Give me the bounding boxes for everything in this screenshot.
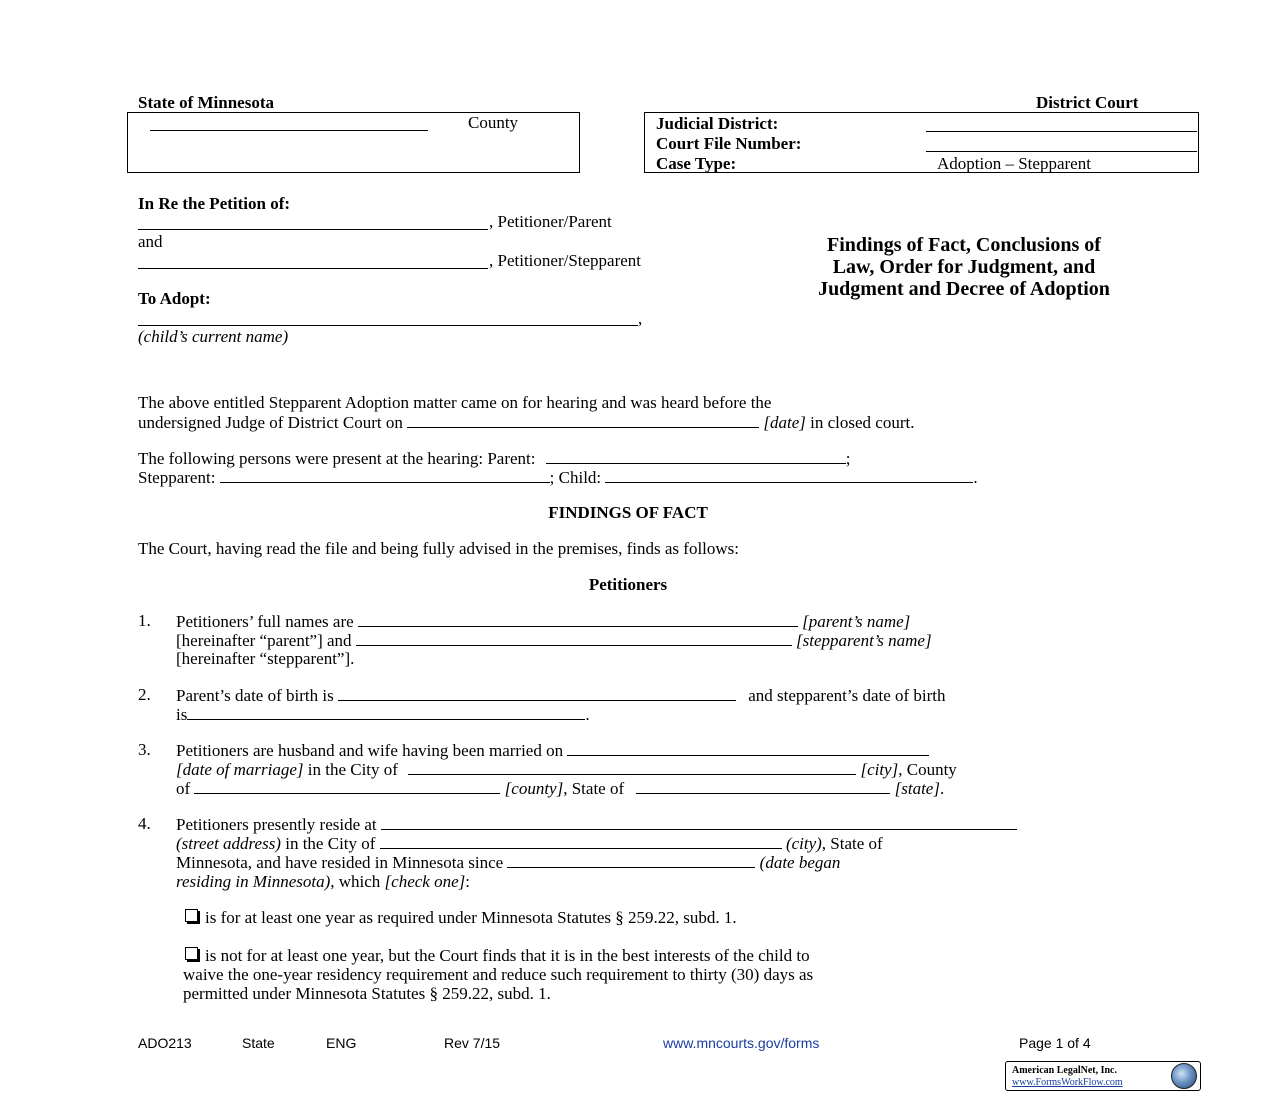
marriage-county-hint: [county]	[504, 779, 564, 798]
item2-period: .	[585, 705, 590, 724]
parent-dob-blank[interactable]	[338, 686, 736, 701]
item3-number: 3.	[138, 740, 151, 759]
marriage-date-blank[interactable]	[567, 741, 929, 756]
item2-text-b: and stepparent’s date of birth	[748, 686, 946, 705]
court-file-number-label: Court File Number:	[656, 134, 802, 153]
item1-line3: [hereinafter “stepparent”].	[176, 649, 355, 668]
parent-full-name-blank[interactable]	[358, 612, 798, 627]
stepparent-dob-blank[interactable]	[187, 705, 585, 720]
residency-option-2-line2: waive the one-year residency requirement and reduce such requirement to thirty (30) days as	[183, 965, 814, 984]
item4-text-b: in the City of	[285, 834, 376, 853]
intro-line2	[138, 413, 914, 431]
item3-text-b: in the City of	[307, 760, 398, 779]
marriage-city-hint: [city]	[860, 760, 899, 779]
child-current-name-hint: (child’s current name)	[138, 327, 289, 346]
intro-line2-end: in closed court.	[810, 413, 915, 432]
item3-line3	[176, 779, 944, 797]
intro-line1: The above entitled Stepparent Adoption matter came on for hearing and was heard before the	[138, 393, 772, 412]
item1-line1	[176, 612, 910, 630]
globe-icon	[1171, 1063, 1197, 1089]
logo-company-name: American LegalNet, Inc.	[1012, 1065, 1117, 1076]
logo-website-link[interactable]: www.FormsWorkFlow.com	[1012, 1077, 1123, 1088]
stepparent-full-name-blank[interactable]	[356, 631, 792, 646]
residency-option-2-line1: is not for at least one year, but the Court finds that it is in the best interests of the child to	[205, 946, 810, 965]
item4-number: 4.	[138, 814, 151, 833]
document-title-line3: Judgment and Decree of Adoption	[818, 278, 1110, 300]
item4-line4	[176, 873, 470, 890]
case-type-label: Case Type:	[656, 154, 737, 173]
residency-option-2-line3: permitted under Minnesota Statutes § 259.22, subd. 1.	[183, 984, 551, 1003]
marriage-county-blank[interactable]	[194, 779, 500, 794]
item3-line2	[176, 760, 957, 778]
petitioner-stepparent-label: , Petitioner/Stepparent	[489, 251, 642, 270]
parent-name-blank[interactable]	[138, 229, 488, 230]
item4-text-e: , which	[330, 872, 381, 891]
date-began-hint: (date began	[759, 853, 841, 872]
marriage-state-blank[interactable]	[636, 779, 890, 794]
present-child-blank[interactable]	[605, 468, 973, 483]
item2-text-c: is	[176, 705, 188, 724]
present-semicolon: ;	[845, 449, 851, 468]
present-parent-blank[interactable]	[546, 449, 846, 464]
item1-text-b: [hereinafter “parent”] and	[176, 631, 352, 650]
child-name-comma: ,	[638, 309, 643, 328]
present-parent-text: The following persons were present at the hearing: Parent:	[138, 449, 536, 468]
footer-page-number: Page 1 of 4	[1019, 1035, 1091, 1051]
county-label: County	[468, 113, 519, 132]
petitioner-parent-label: , Petitioner/Parent	[489, 212, 612, 231]
item3-text-e: , State of	[563, 779, 625, 798]
footer-form-code: ADO213	[138, 1035, 192, 1051]
item4-text-a: Petitioners presently reside at	[176, 815, 377, 834]
item4-text-d: Minnesota, and have resided in Minnesota since	[176, 853, 504, 872]
item3-text-a: Petitioners are husband and wife having been married on	[176, 741, 564, 760]
residency-option-2-checkbox[interactable]	[185, 947, 198, 960]
judicial-district-blank[interactable]	[926, 131, 1197, 132]
document-title-line1: Findings of Fact, Conclusions of	[827, 234, 1101, 256]
residency-option-1-checkbox[interactable]	[185, 909, 198, 922]
case-type-value: Adoption – Stepparent	[937, 154, 1091, 173]
hearing-date-hint: [date]	[763, 413, 806, 432]
parent-name-hint: [parent’s name]	[802, 612, 911, 631]
street-address-hint: (street address)	[176, 834, 281, 853]
present-line1	[138, 449, 850, 467]
judicial-district-label: Judicial District:	[656, 114, 779, 133]
residing-hint: residing in Minnesota)	[176, 872, 331, 891]
intro-line2-text: undersigned Judge of District Court on	[138, 413, 403, 432]
hearing-date-blank[interactable]	[407, 413, 759, 428]
residence-since-blank[interactable]	[507, 853, 755, 868]
item1-line2	[176, 631, 932, 649]
court-label: District Court	[1036, 93, 1139, 112]
item3-text-c: , County	[898, 760, 957, 779]
item4-line2	[176, 834, 883, 852]
findings-intro: The Court, having read the file and being fully advised in the premises, finds as follows:	[138, 539, 740, 558]
item3-line1	[176, 741, 929, 759]
footer-language: ENG	[326, 1035, 357, 1051]
residence-city-hint: (city)	[785, 834, 822, 853]
marriage-city-blank[interactable]	[408, 760, 856, 775]
item2-line2	[176, 705, 590, 723]
present-stepparent-blank[interactable]	[220, 468, 550, 483]
residency-option-2	[185, 947, 810, 964]
state-label: State of Minnesota	[138, 93, 274, 112]
to-adopt-label: To Adopt:	[138, 289, 211, 308]
present-stepparent-text: Stepparent:	[138, 468, 216, 487]
item1-number: 1.	[138, 611, 151, 630]
marriage-date-hint: [date of marriage]	[176, 760, 304, 779]
petitioners-subheading: Petitioners	[588, 575, 668, 594]
footer-forms-link[interactable]: www.mncourts.gov/forms	[663, 1035, 820, 1051]
item4-line1	[176, 815, 1017, 833]
residency-option-1	[185, 909, 737, 926]
footer-revision: Rev 7/15	[444, 1035, 501, 1051]
item4-line3	[176, 853, 840, 871]
present-child-text: ; Child:	[549, 468, 602, 487]
footer-state: State	[242, 1035, 275, 1051]
item2-number: 2.	[138, 685, 151, 704]
residence-city-blank[interactable]	[380, 834, 782, 849]
item2-text-a: Parent’s date of birth is	[176, 686, 334, 705]
child-name-blank[interactable]	[138, 325, 638, 326]
county-blank[interactable]	[150, 130, 428, 131]
present-line2	[138, 468, 978, 486]
marriage-state-hint: [state]	[894, 779, 940, 798]
check-one-hint: [check one]	[384, 872, 466, 891]
and-label: and	[138, 232, 163, 251]
document-title-line2: Law, Order for Judgment, and	[832, 256, 1096, 278]
item4-text-c: , State of	[821, 834, 883, 853]
findings-heading: FINDINGS OF FACT	[548, 503, 708, 522]
residency-option-1-text: is for at least one year as required under Minnesota Statutes § 259.22, subd. 1.	[205, 908, 737, 927]
item4-colon: :	[465, 872, 470, 891]
item1-text-a: Petitioners’ full names are	[176, 612, 354, 631]
item2-line1	[176, 686, 946, 704]
residence-address-blank[interactable]	[381, 815, 1017, 830]
present-period: .	[973, 468, 978, 487]
item3-period: .	[939, 779, 945, 798]
american-legalnet-logo[interactable]	[1005, 1061, 1201, 1091]
stepparent-name-hint: [stepparent’s name]	[796, 631, 932, 650]
stepparent-name-blank[interactable]	[138, 268, 488, 269]
in-re-label: In Re the Petition of:	[138, 194, 291, 213]
court-file-number-blank[interactable]	[926, 151, 1197, 152]
item3-text-d: of	[176, 779, 191, 798]
